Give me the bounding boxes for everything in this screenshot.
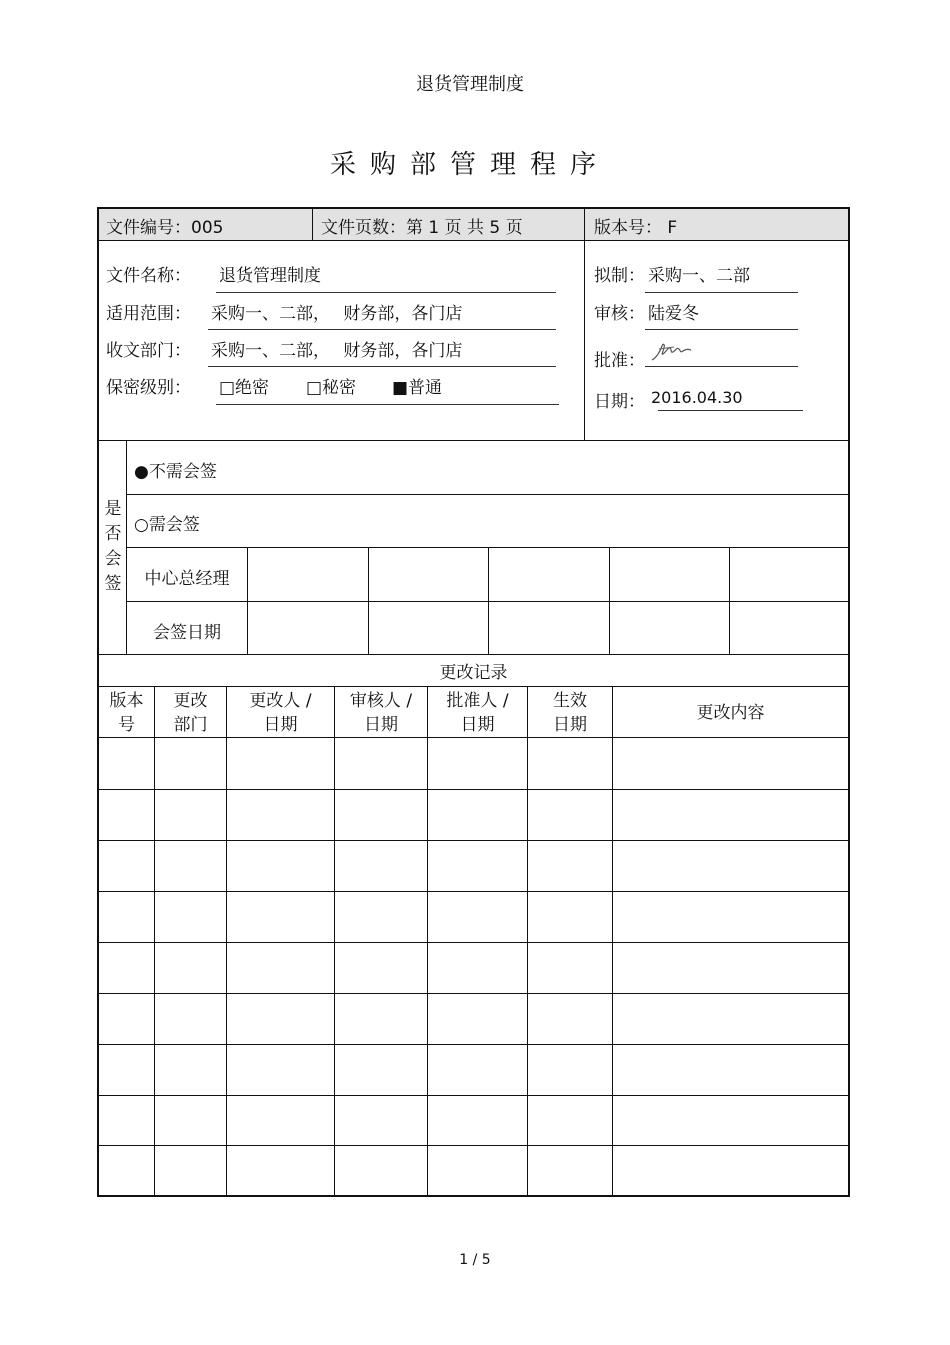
drafted-value: 采购一、二部 [648, 266, 750, 286]
recipients-label: 收文部门： [106, 341, 191, 361]
recipients-underline [208, 366, 556, 367]
security-option-top-secret: □绝密 [219, 378, 270, 398]
file-name-label: 文件名称： [106, 266, 191, 286]
date-underline [658, 410, 803, 411]
page-number: 1 / 5 [459, 1252, 491, 1268]
scope-value: 采购一、二部， 财务部，各门店 [211, 304, 463, 324]
header-approver-date: 批准人 / 日期 [446, 691, 509, 735]
scope-underline [208, 329, 556, 330]
header-effective-date: 生效 日期 [553, 691, 587, 735]
scope-label: 适用范围： [106, 304, 191, 324]
version-number: 版本号： F [594, 218, 678, 238]
reviewed-label: 审核： [594, 304, 645, 324]
drafted-underline [645, 292, 798, 293]
approved-label: 批准： [594, 351, 645, 371]
recipients-value: 采购一、二部， 财务部，各门店 [211, 341, 463, 361]
countersign-side-label: 是 否 会 签 [104, 499, 122, 594]
security-option-secret: □秘密 [306, 378, 357, 398]
drafted-label: 拟制： [594, 266, 645, 286]
approved-underline [645, 366, 798, 367]
header-version: 版本 号 [109, 691, 144, 735]
security-label: 保密级别： [106, 378, 191, 398]
security-underline [216, 404, 559, 405]
date-value: 2016.04.30 [651, 388, 743, 407]
countersign-date-label: 会签日期 [153, 623, 221, 643]
file-name-underline [216, 292, 556, 293]
signature-icon [650, 338, 694, 364]
center-gm-label: 中心总经理 [144, 569, 230, 589]
page-count: 文件页数：第 1 页 共 5 页 [321, 218, 523, 238]
header-change-content: 更改内容 [696, 703, 765, 723]
document-title: 采购部管理程序 [329, 150, 610, 180]
option-no-countersign: ●不需会签 [134, 462, 217, 482]
change-log-title: 更改记录 [439, 663, 508, 683]
reviewed-underline [645, 329, 798, 330]
header-changer-date: 更改人 / 日期 [249, 691, 312, 735]
header-reviewer-date: 审核人 / 日期 [349, 691, 413, 735]
reviewed-value: 陆爱冬 [648, 304, 699, 324]
file-number: 文件编号：005 [106, 218, 224, 238]
running-header: 退货管理制度 [416, 74, 524, 95]
security-option-normal: ■普通 [392, 378, 443, 398]
option-need-countersign: ○需会签 [134, 515, 200, 535]
header-change-dept: 更改 部门 [173, 691, 208, 735]
date-label: 日期： [594, 392, 645, 412]
file-name-value: 退货管理制度 [219, 266, 321, 286]
